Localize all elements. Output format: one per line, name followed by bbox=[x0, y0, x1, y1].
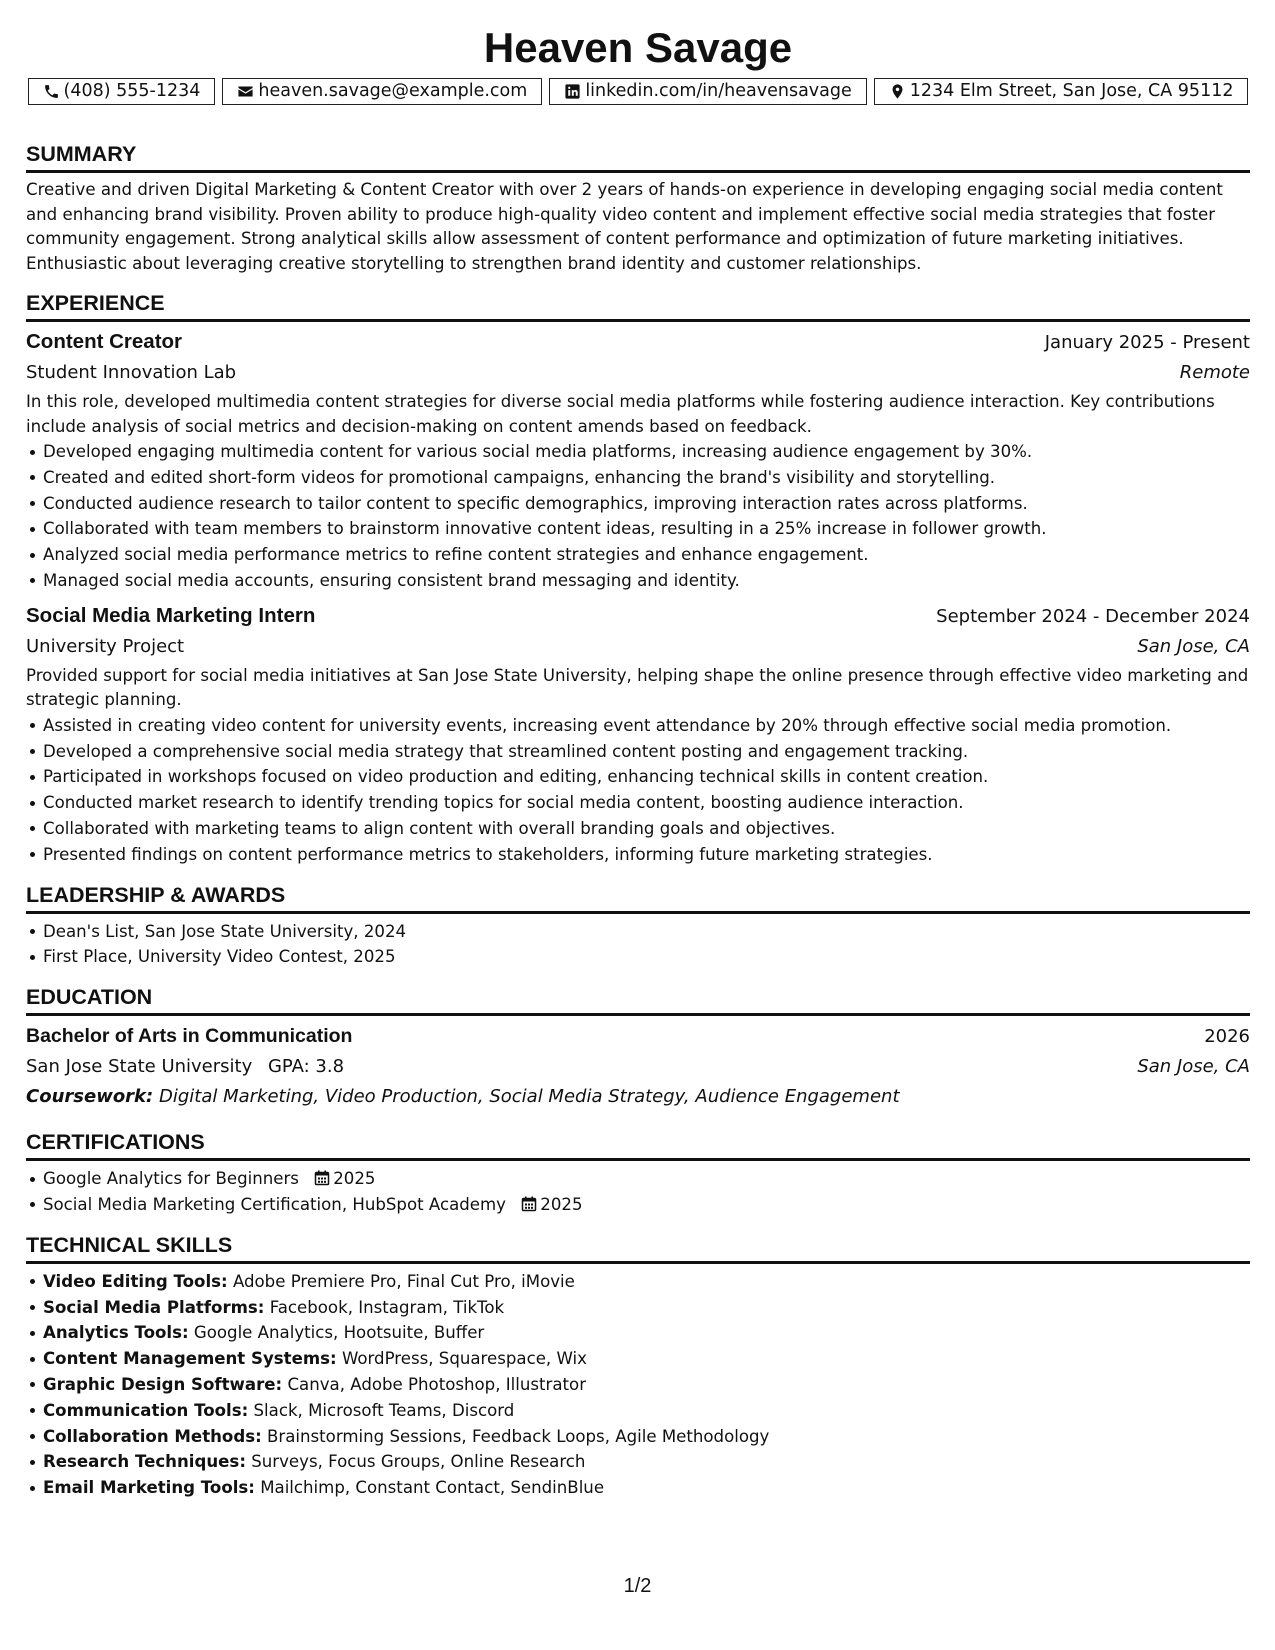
skill-label: Video Editing Tools: bbox=[43, 1271, 228, 1291]
job-organization: University Project bbox=[26, 635, 185, 657]
job-location: San Jose, CA bbox=[1137, 635, 1250, 657]
coursework-label: Coursework: bbox=[26, 1086, 154, 1108]
list-item: Participated in workshops focused on video production and editing, enhancing technical skills in content creation. bbox=[43, 764, 1250, 790]
skill-label: Analytics Tools: bbox=[43, 1323, 189, 1343]
map-pin-icon bbox=[889, 83, 906, 100]
certifications-heading: CERTIFICATIONS bbox=[26, 1129, 1250, 1161]
job-dates: September 2024 - December 2024 bbox=[936, 605, 1250, 627]
summary-heading: SUMMARY bbox=[26, 141, 1250, 173]
skill-value: WordPress, Squarespace, Wix bbox=[341, 1349, 587, 1369]
skill-value: Adobe Premiere Pro, Final Cut Pro, iMovie bbox=[232, 1271, 575, 1291]
list-item bbox=[43, 1424, 1250, 1450]
list-item: Developed engaging multimedia content for various social media platforms, increasing audience engagement by 30%. bbox=[43, 439, 1250, 465]
job-location: Remote bbox=[1179, 362, 1250, 383]
coursework-list: Digital Marketing, Video Production, Social Media Strategy, Audience Engagement bbox=[158, 1086, 900, 1108]
skill-label: Email Marketing Tools: bbox=[43, 1478, 255, 1498]
skill-value: Slack, Microsoft Teams, Discord bbox=[253, 1400, 515, 1420]
list-item bbox=[43, 1346, 1250, 1372]
certifications-list bbox=[26, 1166, 1250, 1218]
skill-value: Brainstorming Sessions, Feedback Loops, Agile Methodology bbox=[267, 1426, 770, 1446]
calendar-icon bbox=[521, 1196, 537, 1212]
experience-heading: EXPERIENCE bbox=[26, 290, 1250, 322]
skill-label: Research Techniques: bbox=[43, 1452, 246, 1472]
leadership-heading: LEADERSHIP & AWARDS bbox=[26, 882, 1250, 914]
summary-text: Creative and driven Digital Marketing & Content Creator with over 2 years of hands-on experience in developing engaging social media content and enhancing brand visibility. Proven ability to produce high-quality video content and implement effective social media strategies that foster community engagement. Strong analytical skills allow assessment of content performance and optimization of future marketing initiatives. Enthusiastic about leveraging creative storytelling to strengthen brand identity and customer relationships. bbox=[26, 180, 1223, 273]
skill-label: Communication Tools: bbox=[43, 1400, 249, 1420]
gpa: GPA: 3.8 bbox=[267, 1056, 345, 1078]
skill-value: Mailchimp, Constant Contact, SendinBlue bbox=[260, 1478, 605, 1498]
contact-bar bbox=[26, 78, 1250, 105]
certification-name: Google Analytics for Beginners bbox=[43, 1169, 299, 1189]
education-heading: EDUCATION bbox=[26, 984, 1250, 1016]
skill-value: Google Analytics, Hootsuite, Buffer bbox=[193, 1323, 485, 1343]
list-item: Created and edited short-form videos for promotional campaigns, enhancing the brand's visibility and storytelling. bbox=[43, 465, 1250, 491]
job-entry bbox=[26, 601, 1250, 868]
leadership-section bbox=[26, 882, 1250, 971]
address-text: 1234 Elm Street, San Jose, CA 95112 bbox=[909, 81, 1234, 101]
list-item: Assisted in creating video content for university events, increasing event attendance by 20% through effective social media promotion. bbox=[43, 713, 1250, 739]
list-item: Collaborated with marketing teams to align content with overall branding goals and objectives. bbox=[43, 816, 1250, 842]
list-item: Collaborated with team members to brainstorm innovative content ideas, resulting in a 25% increase in follower growth. bbox=[43, 516, 1250, 542]
linkedin-text: linkedin.com/in/heavensavage bbox=[585, 81, 852, 101]
coursework bbox=[26, 1082, 1250, 1112]
list-item: Dean's List, San Jose State University, 2024 bbox=[43, 919, 1250, 945]
list-item bbox=[43, 1295, 1250, 1321]
list-item: Presented findings on content performance metrics to stakeholders, informing future marketing strategies. bbox=[43, 842, 1250, 868]
list-item: Conducted audience research to tailor content to specific demographics, improving interaction rates across platforms. bbox=[43, 491, 1250, 517]
page-number: 1/2 bbox=[623, 1575, 652, 1597]
degree-title: Bachelor of Arts in Communication bbox=[26, 1025, 353, 1048]
job-description: Provided support for social media initiatives at San Jose State University, helping shape the online presence through effective video marketing and strategic planning. bbox=[26, 665, 1249, 710]
graduation-year: 2026 bbox=[1204, 1026, 1250, 1048]
linkedin-link[interactable] bbox=[549, 78, 866, 105]
certification-year: 2025 bbox=[540, 1194, 583, 1214]
address-chip[interactable] bbox=[874, 78, 1249, 105]
job-title: Social Media Marketing Intern bbox=[26, 603, 316, 627]
summary-section bbox=[26, 141, 1250, 276]
skill-value: Facebook, Instagram, TikTok bbox=[269, 1297, 505, 1317]
awards-list bbox=[26, 919, 1250, 971]
certification-year: 2025 bbox=[333, 1169, 376, 1189]
skill-value: Surveys, Focus Groups, Online Research bbox=[251, 1452, 586, 1472]
list-item bbox=[43, 1166, 1250, 1192]
school-location: San Jose, CA bbox=[1137, 1056, 1250, 1078]
job-bullets bbox=[26, 713, 1250, 868]
linkedin-icon bbox=[564, 83, 581, 100]
skill-label: Graphic Design Software: bbox=[43, 1374, 283, 1394]
list-item: Analyzed social media performance metrics to refine content strategies and enhance engagement. bbox=[43, 542, 1250, 568]
skill-value: Canva, Adobe Photoshop, Illustrator bbox=[287, 1374, 587, 1394]
list-item: Developed a comprehensive social media strategy that streamlined content posting and engagement tracking. bbox=[43, 739, 1250, 765]
certifications-section bbox=[26, 1129, 1250, 1218]
job-dates: January 2025 - Present bbox=[1044, 332, 1250, 353]
skill-label: Content Management Systems: bbox=[43, 1349, 337, 1369]
candidate-name: Heaven Savage bbox=[483, 24, 793, 71]
school-name: San Jose State University bbox=[26, 1056, 253, 1078]
calendar-icon bbox=[314, 1170, 330, 1186]
list-item bbox=[43, 1398, 1250, 1424]
job-organization: Student Innovation Lab bbox=[26, 362, 237, 383]
list-item: Conducted market research to identify trending topics for social media content, boosting audience interaction. bbox=[43, 790, 1250, 816]
list-item bbox=[43, 1320, 1250, 1346]
resume-page bbox=[26, 0, 1250, 1501]
skill-label: Collaboration Methods: bbox=[43, 1426, 262, 1446]
phone-text: (408) 555-1234 bbox=[63, 81, 201, 101]
list-item bbox=[43, 1449, 1250, 1475]
list-item: First Place, University Video Contest, 2025 bbox=[43, 944, 1250, 970]
envelope-icon bbox=[237, 83, 254, 100]
skills-list bbox=[26, 1269, 1250, 1501]
skills-heading: TECHNICAL SKILLS bbox=[26, 1232, 1250, 1264]
list-item bbox=[43, 1372, 1250, 1398]
job-bullets bbox=[26, 439, 1250, 594]
list-item bbox=[43, 1475, 1250, 1501]
email-link[interactable] bbox=[222, 78, 542, 105]
list-item: Managed social media accounts, ensuring consistent brand messaging and identity. bbox=[43, 568, 1250, 594]
phone-link[interactable] bbox=[28, 78, 216, 105]
job-title: Content Creator bbox=[26, 330, 183, 353]
skill-label: Social Media Platforms: bbox=[43, 1297, 265, 1317]
certification-name: Social Media Marketing Certification, HubSpot Academy bbox=[43, 1194, 506, 1214]
skills-section bbox=[26, 1232, 1250, 1501]
experience-section bbox=[26, 290, 1250, 868]
job-description: In this role, developed multimedia content strategies for diverse social media platforms while fostering audience interaction. Key contributions include analysis of social metrics and decision-making on content amends based on feedback. bbox=[26, 392, 1215, 436]
list-item bbox=[43, 1269, 1250, 1295]
phone-icon bbox=[43, 83, 60, 100]
education-section bbox=[26, 984, 1250, 1112]
job-entry bbox=[26, 327, 1250, 594]
list-item bbox=[43, 1192, 1250, 1218]
email-text: heaven.savage@example.com bbox=[258, 81, 528, 101]
